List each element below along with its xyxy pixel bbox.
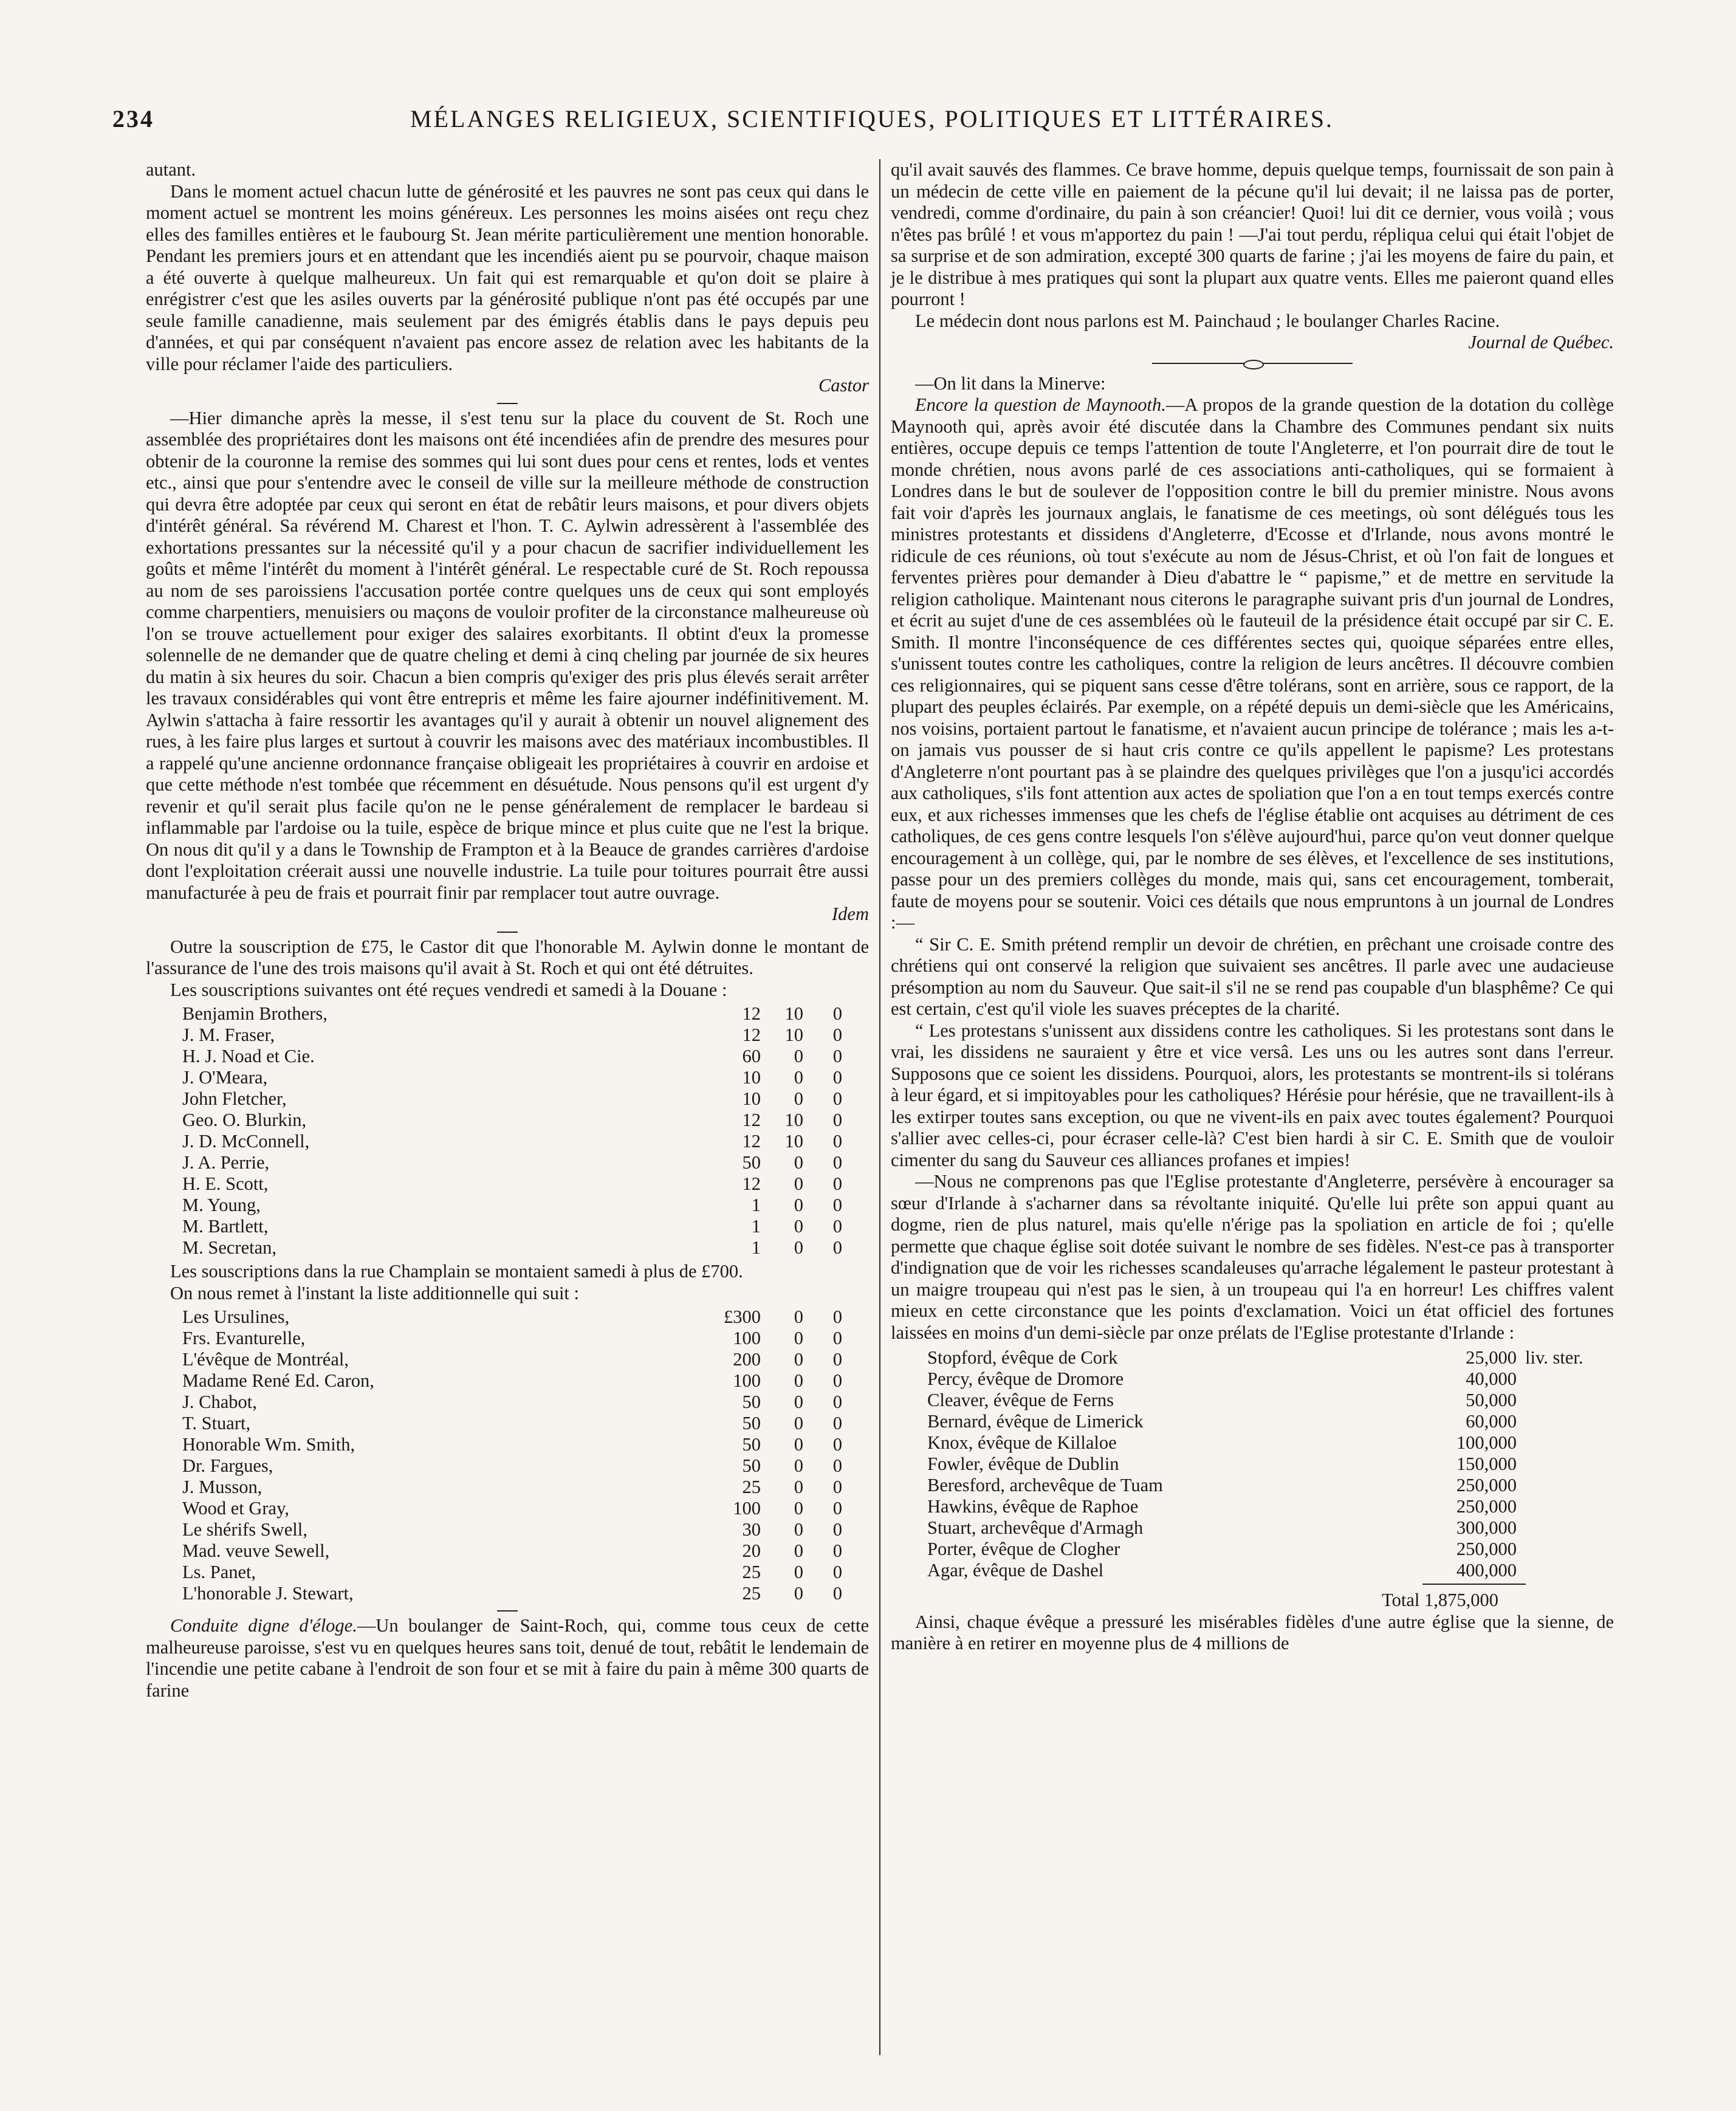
subscription-row [182,1540,842,1562]
subscription-amount: 30 [742,1519,761,1540]
subscription-amount: 25 [742,1562,761,1582]
bishop-row [927,1560,1583,1581]
subscription-row [182,1173,842,1195]
subscription-amount: 0 [794,1195,803,1215]
subscription-name: J. Musson, [182,1477,262,1497]
subscription-name: Les Ursulines, [182,1306,290,1327]
bishop-fortune: 250,000 [1456,1539,1517,1559]
subscription-amount: 0 [832,1392,842,1412]
bishop-name: Bernard, évêque de Limerick [927,1411,1144,1432]
right-column [891,159,1614,1655]
subscription-amount: 0 [832,1498,842,1519]
subscription-row [182,1237,842,1258]
subscription-amount: 50 [742,1455,761,1476]
subscription-row [182,1434,842,1455]
bishop-row [927,1539,1583,1560]
subscription-amount: 0 [832,1583,842,1604]
subscription-amount: 0 [832,1477,842,1497]
subscription-row [182,1003,842,1025]
subscription-row [182,1477,842,1498]
subscription-amount: 12 [742,1173,761,1194]
paragraph [891,394,1614,934]
subscription-amount: 50 [742,1152,761,1173]
subscription-name: Benjamin Brothers, [182,1003,328,1024]
subscription-amount: 10 [784,1110,803,1130]
subscription-name: Geo. O. Blurkin, [182,1110,307,1130]
bishop-name: Stuart, archevêque d'Armagh [927,1517,1144,1538]
subscription-amount: 0 [794,1519,803,1540]
paragraph: Outre la souscription de £75, le Castor dit que l'honorable M. Aylwin donne le montant de l'assurance de l'une des trois maisons qu'il avait à St. Roch et qui ont été détruites. [146,936,869,978]
subscription-amount: 10 [784,1025,803,1045]
subscription-amount: 60 [742,1046,761,1066]
subscription-amount: 0 [794,1088,803,1109]
subscription-name: L'évêque de Montréal, [182,1349,349,1370]
subscription-row [182,1110,842,1131]
bishop-fortune: 60,000 [1466,1411,1517,1432]
separator [497,932,518,933]
subscription-amount: 0 [794,1392,803,1412]
subscription-amount: 0 [794,1046,803,1066]
subscription-name: J. A. Perrie, [182,1152,270,1173]
bishop-row [927,1347,1583,1368]
page-number: 234 [112,105,154,132]
subscription-amount: 0 [832,1413,842,1433]
subscription-row [182,1306,842,1328]
bishop-row [927,1517,1583,1539]
subscription-amount: 0 [832,1131,842,1152]
subscription-list [182,1003,842,1258]
subscription-name: L'honorable J. Stewart, [182,1583,354,1604]
subscription-name: Mad. veuve Sewell, [182,1540,330,1561]
bishop-name: Agar, évêque de Dashel [927,1560,1104,1581]
subscription-amount: 0 [832,1088,842,1109]
subscription-row [182,1195,842,1216]
subscription-amount: 0 [832,1195,842,1215]
subscription-amount: 0 [832,1152,842,1173]
bishop-row [927,1390,1583,1411]
subscription-amount: 0 [832,1562,842,1582]
left-column [146,159,869,1701]
bishop-name: Porter, évêque de Clogher [927,1539,1120,1559]
subscription-row [182,1025,842,1046]
subscription-amount: 12 [742,1003,761,1024]
subscription-row [182,1046,842,1067]
subscription-amount: 0 [794,1370,803,1391]
subscription-amount: 12 [742,1110,761,1130]
subscription-amount: 50 [742,1392,761,1412]
subscription-amount: 0 [794,1477,803,1497]
subscription-row [182,1455,842,1477]
subscription-name: Honorable Wm. Smith, [182,1434,355,1455]
subscription-amount: 20 [742,1540,761,1561]
paragraph: Les souscriptions dans la rue Champlain se montaient samedi à plus de £700. [170,1261,743,1282]
subscription-amount: 0 [794,1455,803,1476]
bishop-name: Percy, évêque de Dromore [927,1368,1124,1389]
separator [497,1610,518,1612]
subscription-row [182,1131,842,1152]
subscription-row [182,1498,842,1519]
subscription-amount: 0 [794,1413,803,1433]
subscription-amount: 1 [751,1216,761,1237]
subscription-amount: 0 [832,1349,842,1370]
subscription-amount: 100 [733,1498,761,1519]
subscription-amount: 1 [751,1237,761,1258]
subscription-amount: 25 [742,1583,761,1604]
subscription-row [182,1392,842,1413]
bishop-row [927,1496,1583,1517]
subscription-name: H. J. Noad et Cie. [182,1046,315,1066]
paragraph: —Nous ne comprenons pas que l'Eglise protestante d'Angleterre, persévère à encourager sa sœur d'Irlande à s'acharner dans sa révoltante iniquité. Qu'elle lui prête son appui quant au dogme, rien de plus naturel, mais qu'elle n'érige pas la spoliation en article de foi ; qu'elle permette que chaque église soit dotée suivant le nombre de ses fidèles. N'est-ce pas à transporter d'indignation que de voir les richesses scandaleuses qu'arrache légalement le pasteur protestant à un maigre troupeau qui n'est pas le sien, à un troupeau qui l'a en horreur! Les chiffres valent mieux en cette circonstance que les points d'exclamation. Voici un état officiel des fortunes laissées en moins d'un demi-siècle par onze prélats de l'Eglise protestante d'Irlande : [891,1171,1614,1343]
paragraph: —Hier dimanche après la messe, il s'est tenu sur la place du couvent de St. Roch une assemblée des propriétaires dont les maisons ont été incendiées afin de prendre des mesures pour obtenir de la couronne la remise des sommes qui lui sont dues pour cens et rentes, lods et ventes etc., ainsi que pour s'entendre avec le conseil de ville sur la meilleure méthode de construction qui devra être adoptée par ceux qui seront en état de rebâtir leurs maisons, et pour divers objets d'intérêt général. Sa révérend M. Charest et l'hon. T. C. Aylwin adressèrent à l'assemblée des exhortations pressantes sur la nécessité qu'il y a pour chacun de sacrifier individuellement les goûts et même l'intérêt du moment à l'intérêt général. Le respectable curé de St. Roch repoussa au nom de ses paroissiens l'accusation portée contre quelques uns de ceux qui sont employés comme charpentiers, menuisiers ou maçons de vouloir profiter de la circonstance malheureuse où l'on se trouve actuellement pour exiger des salaires exorbitants. Il obtint d'eux la promesse solennelle de ne demander que de quatre cheling et demi à cinq cheling par journée de six heures du matin à six heures du soir. Chacun a bien compris qu'exiger des pris plus élevés serait arrêter les travaux considérables qui vont être entrepris et même les faire ajourner indéfinitivement. M. Aylwin s'attacha à faire ressortir les avantages qu'il y aurait à obtenir un nouvel alignement des rues, à les faire plus larges et surtout à couvrir les maisons avec des matériaux incombustibles. Il a rappelé qu'une ancienne ordonnance française obligeait les propriétaires à couvrir en ardoise et que cette méthode n'est tombée que récemment en désuétude. Nous pensons qu'il est urgent d'y revenir et qu'il serait plus facile qu'on ne le pense généralement de remplacer le bardeau si inflammable par l'ardoise ou la tuile, espèce de brique mince et plus cuite que ne l'est la brique. On nous dit qu'il y a dans le Township de Frampton et à la Beauce de grandes carrières d'ardoise dont l'exploitation créerait aussi une nouvelle industrie. La tuile pour toitures pourrait être aussi manufacturée à peu de frais et pourrait finir par remplacer tout autre ouvrage. [146,407,869,903]
article-title: Conduite digne d'éloge. [170,1615,357,1636]
subscription-name: J. O'Meara, [182,1067,268,1088]
journal-title: MÉLANGES RELIGIEUX, SCIENTIFIQUES, POLITIQUES ET LITTÉRAIRES. [410,105,1334,132]
subscription-amount: 0 [794,1349,803,1370]
subscription-amount: 0 [794,1540,803,1561]
subscription-amount: 10 [742,1088,761,1109]
paragraph: qu'il avait sauvés des flammes. Ce brave homme, depuis quelque temps, fournissait de son pain à un médecin de cette ville en paiement de la pécune qu'il lui devait; il ne laissa pas de porter, vendredi, comme d'ordinaire, du pain à son créancier! Quoi! lui dit ce dernier, vous voilà ; vous n'êtes pas brûlé ! et vous m'apportez du pain ! —J'ai tout perdu, répliqua celui qui était l'objet de sa surprise et de son admiration, excepté 300 quarts de farine ; j'ai les moyens de faire du pain, et je le distribue à mes pratiques qui sont la plupart aux quatre vents. Elles me paieront quand elles pourront ! [891,159,1614,309]
paragraph: autant. [146,159,196,180]
bishop-fortune: 40,000 [1466,1368,1517,1389]
subscription-name: M. Young, [182,1195,261,1215]
subscription-name: Wood et Gray, [182,1498,289,1519]
bishops-fortunes-table [927,1347,1583,1581]
subscription-amount: 0 [794,1434,803,1455]
paragraph [146,1615,869,1701]
bishop-fortune: 100,000 [1456,1432,1517,1453]
subscription-amount: 0 [794,1498,803,1519]
subscription-name: Madame René Ed. Caron, [182,1370,374,1391]
subscription-amount: £300 [724,1306,761,1327]
subscription-amount: 0 [832,1025,842,1045]
subscription-name: Ls. Panet, [182,1562,256,1582]
article-body: —Un boulanger de Saint-Roch, qui, comme tous ceux de cette malheureuse paroisse, s'est vu en quelques heures sans toit, denué de tout, rebâtit le lendemain de l'incendie une petite cabane à l'endroit de son four et se mit à faire du pain à même 300 quarts de farine [146,1615,869,1701]
subscription-amount: 100 [733,1370,761,1391]
column-divider [879,159,880,2055]
subscription-name: T. Stuart, [182,1413,251,1433]
subscription-row [182,1067,842,1088]
subscription-amount: 0 [794,1067,803,1088]
subscription-amount: 0 [832,1540,842,1561]
subscription-row [182,1216,842,1237]
paragraph: Le médecin dont nous parlons est M. Painchaud ; le boulanger Charles Racine. [915,310,1500,331]
subscription-row [182,1349,842,1370]
subscription-row [182,1583,842,1604]
total: Total 1,875,000 [1382,1590,1498,1610]
subscription-amount: 0 [832,1237,842,1258]
subscription-list-additional [182,1306,842,1604]
article-title: Encore la question de Maynooth. [915,394,1166,415]
currency-unit: liv. ster. [1525,1347,1583,1368]
bishop-row [927,1411,1583,1432]
subscription-amount: 0 [794,1562,803,1582]
bishop-fortune: 50,000 [1466,1390,1517,1410]
paragraph: On nous remet à l'instant la liste additionnelle qui suit : [170,1282,579,1303]
subscription-row [182,1562,842,1583]
separator [497,403,518,404]
bishop-row [927,1475,1583,1496]
subscription-amount: 0 [832,1306,842,1327]
subscription-amount: 12 [742,1025,761,1045]
subscription-amount: 0 [832,1173,842,1194]
subscription-amount: 0 [832,1370,842,1391]
paragraph: Ainsi, chaque évêque a pressuré les misérables fidèles d'une autre église que la sienne, de manière à en retirer en moyenne plus de 4 millions de [891,1611,1614,1653]
subscription-amount: 0 [832,1067,842,1088]
article-body: —A propos de la grande question de la dotation du collège Maynooth qui, après avoir été discutée dans la Chambre des Communes pendant six nuits entières, occupe depuis ce temps l'attention de toute l'Angleterre, et l'on pourrait dire de tout le monde chrétien, nous avons parlé de ces associations anti-catholiques, qui se formaient à Londres dans le but de soulever de l'opposition contre le bill du premier ministre. Nous avons fait voir d'après les journaux anglais, le fanatisme de ces meetings, où sont délégués tous les ministres protestants et dissidens d'Angleterre, d'Ecosse et d'Irlande, nous avons montré le ridicule de ces réunions, où tout s'exécute au nom de Jésus-Christ, et où l'on fait de longues et ferventes prières pour demander à Dieu d'abattre le “ papisme,” et de mettre en servitude la religion catholique. Maintenant nous citerons le paragraphe suivant pris d'un journal de Londres, et écrit au sujet d'une de ces assemblées où le fauteuil de la présidence était occupé par sir C. E. Smith. Il montre l'inconséquence de ces différentes sectes qui, quoique séparées entre elles, s'unissent toutes contre les catholiques, contre la religion de leurs ancêtres. Il découvre combien ces religionnaires, qui se piquent sans cesse d'être tolérans, sont en arrière, sous ce rapport, de la plupart des peuples éclairés. Par exemple, on a répété depuis un demi-siècle que les Américains, nos voisins, portaient partout le fanatisme, et n'avaient aucun principe de tolérance ; mais les a-t-on jamais vus pousser de si haut cris contre ce qu'ils appellent le papisme? Les protestans d'Angleterre n'ont pourtant pas à se plaindre des quelques privilèges que l'on a jusqu'ici accordés aux catholiques, s'ils font attention aux actes de spoliation que l'on a en tout temps exercés contre eux, et aux richesses immenses que les chefs de l'église établie ont acquises au détriment de ces catholiques, de ces gens contre lesquels l'on s'élève aujourd'hui, parce qu'on veut donner quelque encouragement à un collège, qui, par le nombre de ses élèves, et l'excellence de ses institutions, passe pour un des premiers collèges du monde, mais qui, sans cet encouragement, tomberait, faute de moyens pour se soutenir. Voici ces détails que nous empruntons à un journal de Londres :— [891,394,1614,933]
subscription-row [182,1088,842,1110]
signature: Idem [832,904,869,924]
paragraph: “ Sir C. E. Smith prétend remplir un devoir de chrétien, en prêchant une croisade contre des chrétiens qui ont conservé la religion que suivaient ses ancêtres. Il parle avec une audacieuse présomption au nom du Sauveur. Que sait-il s'il ne se rend pas coupable d'un blasphême? Ce qui est certain, c'est qu'il viole les suaves préceptes de la charité. [891,933,1614,1019]
subscription-row [182,1519,842,1540]
subscription-name: M. Bartlett, [182,1216,269,1237]
subscription-amount: 0 [794,1152,803,1173]
bishop-fortune: 300,000 [1456,1517,1517,1538]
bishop-fortune: 25,000 [1466,1347,1517,1368]
subscription-amount: 0 [832,1110,842,1130]
bishop-row [927,1432,1583,1454]
subscription-amount: 0 [832,1216,842,1237]
subscription-amount: 0 [794,1306,803,1327]
bishop-name: Fowler, évêque de Dublin [927,1454,1119,1474]
bishop-fortune: 150,000 [1456,1454,1517,1474]
subscription-amount: 50 [742,1434,761,1455]
signature: Castor [818,375,869,396]
subscription-amount: 0 [832,1328,842,1348]
subscription-amount: 200 [733,1349,761,1370]
subscription-name: Dr. Fargues, [182,1455,273,1476]
subscription-name: M. Secretan, [182,1237,276,1258]
bishop-fortune: 250,000 [1456,1496,1517,1517]
page-header [112,105,1644,147]
subscription-name: J. D. McConnell, [182,1131,310,1152]
signature: Journal de Québec. [1468,332,1614,352]
bishop-name: Knox, évêque de Killaloe [927,1432,1117,1453]
subscription-amount: 10 [784,1003,803,1024]
bishop-fortune: 250,000 [1456,1475,1517,1495]
subscription-amount: 25 [742,1477,761,1497]
bishop-fortune: 400,000 [1456,1560,1517,1581]
subscription-amount: 0 [794,1216,803,1237]
subscription-amount: 1 [751,1195,761,1215]
subscription-amount: 50 [742,1413,761,1433]
bishop-row [927,1454,1583,1475]
subscription-amount: 100 [733,1328,761,1348]
subscription-amount: 0 [794,1237,803,1258]
bishop-row [927,1368,1583,1390]
subscription-name: Le shérifs Swell, [182,1519,307,1540]
subscription-amount: 0 [832,1003,842,1024]
subscription-amount: 0 [794,1583,803,1604]
paragraph: Les souscriptions suivantes ont été reçues vendredi et samedi à la Douane : [170,979,727,1000]
paragraph: —On lit dans la Minerve: [915,372,1106,394]
subscription-name: J. M. Fraser, [182,1025,275,1045]
subscription-row [182,1152,842,1173]
paragraph: “ Les protestans s'unissent aux dissidens contre les catholiques. Si les protestans sont dans le vrai, les dissidens ne sauraient y être et vice versâ. Les uns ou les autres sont dans l'erreur. Supposons que ce soient les dissidens. Pourquoi, alors, les protestants se montrent-ils si tolérans à leur égard, et si impitoyables pour les catholiques? Hérésie pour hérésie, que ne travaillent-ils à les extirper toutes sans exception, ou que ne vivent-ils en paix avec toutes également? Pourquoi s'allier avec celles-ci, pour écraser celle-là? C'est bien hardi à sir C. E. Smith que de vouloir cimenter du sang du Sauveur ces alliances profanes et impies! [891,1020,1614,1170]
subscription-row [182,1370,842,1392]
subscription-amount: 0 [832,1046,842,1066]
subscription-name: H. E. Scott, [182,1173,269,1194]
subscription-row [182,1328,842,1349]
subscription-name: Frs. Evanturelle, [182,1328,306,1348]
subscription-name: J. Chabot, [182,1392,257,1412]
subscription-amount: 0 [794,1173,803,1194]
subscription-amount: 12 [742,1131,761,1152]
subscription-amount: 0 [832,1455,842,1476]
subscription-row [182,1413,842,1434]
subscription-amount: 10 [742,1067,761,1088]
subscription-amount: 0 [832,1519,842,1540]
paragraph: Dans le moment actuel chacun lutte de générosité et les pauvres ne sont pas ceux qui dans le moment actuel se montrent les moins généreux. Les personnes les moins aisées ont reçu chez elles des familles entières et le faubourg St. Jean mérite particulièrement une mention honorable. Pendant les premiers jours et en attendant que les incendiés aient pu se pourvoir, chaque maison a été ouverte à quelque malheureux. Un fait qui est remarquable et qu'on doit se plaire à enrégistrer c'est que les asiles ouverts par la générosité publique n'ont pas été occupés par une seule famille canadienne, mais seulement par des émigrés établis dans le pays depuis peu d'années, et qui par conséquent n'avaient pas encore assez de relation avec les habitants de la ville pour réclamer l'aide des particuliers. [146,180,869,374]
bishop-name: Hawkins, évêque de Raphoe [927,1496,1139,1517]
subscription-amount: 0 [832,1434,842,1455]
bishop-name: Stopford, évêque de Cork [927,1347,1118,1368]
bishop-name: Cleaver, évêque de Ferns [927,1390,1114,1410]
bishop-name: Beresford, archevêque de Tuam [927,1475,1163,1495]
total-rule [1422,1584,1526,1585]
subscription-amount: 0 [794,1328,803,1348]
subscription-name: John Fletcher, [182,1088,287,1109]
ornamental-separator [1152,360,1353,367]
subscription-amount: 10 [784,1131,803,1152]
